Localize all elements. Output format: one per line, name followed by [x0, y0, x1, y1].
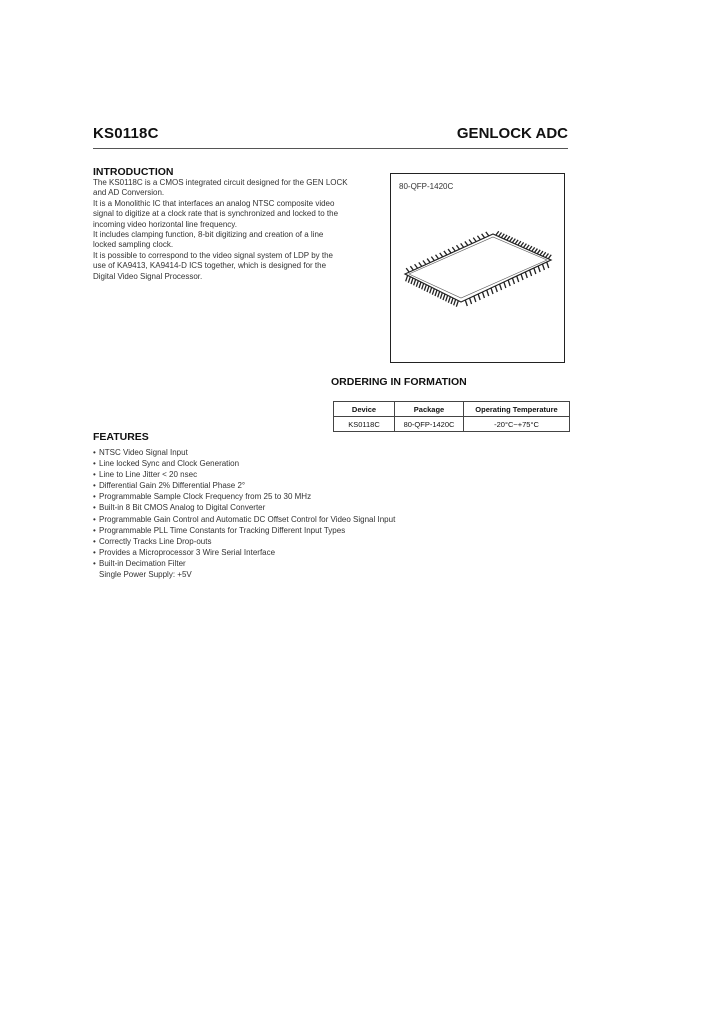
chip-pin [474, 296, 476, 302]
introduction-heading: INTRODUCTION [93, 166, 174, 178]
chip-pin [534, 249, 537, 253]
feature-text: NTSC Video Signal Input [99, 448, 188, 457]
chip-pin [482, 292, 484, 298]
feature-text: Differential Gain 2% Differential Phase 2° [99, 481, 246, 491]
chip-pin [446, 295, 448, 301]
chip-pin [432, 289, 434, 295]
chip-pin [486, 232, 489, 236]
table-row [334, 417, 570, 432]
chip-pin [495, 286, 497, 292]
chip-pin [482, 234, 485, 238]
chip-pin [521, 274, 523, 280]
cell-device: KS0118C [334, 417, 395, 432]
qfp-chip-illustration [401, 222, 556, 332]
chip-pin [529, 246, 532, 250]
column-header-package: Package [395, 402, 464, 417]
chip-pin [454, 299, 456, 305]
list-item [93, 547, 423, 558]
chip-pin [416, 281, 418, 287]
list-item [93, 514, 423, 525]
chip-pin [499, 232, 502, 236]
chip-pin [530, 270, 532, 276]
chip-pin [452, 247, 455, 251]
chip-pin [427, 286, 429, 292]
chip-pin [423, 260, 426, 264]
chip-pin [517, 276, 519, 282]
chip-pin [512, 239, 515, 243]
chip-pin [419, 282, 421, 288]
chip-pin [436, 255, 439, 259]
list-item [93, 502, 423, 513]
chip-pin [526, 245, 529, 249]
feature-text: Correctly Tracks Line Drop-outs [99, 536, 212, 546]
chip-pin [507, 236, 510, 240]
chip-pin [501, 234, 504, 238]
list-item-extra [93, 569, 423, 580]
chip-pin [465, 300, 467, 306]
bullet-icon: • [93, 525, 96, 535]
chip-pin [515, 240, 518, 244]
chip-pin [504, 235, 507, 239]
chip-pin [419, 262, 422, 266]
list-item [93, 491, 423, 502]
ordering-heading: ORDERING IN FORMATION [331, 376, 467, 388]
list-item [93, 536, 423, 547]
features-heading: FEATURES [93, 431, 149, 443]
chip-pin [548, 255, 551, 259]
page-title: GENLOCK ADC [456, 125, 568, 142]
intro-paragraph: It is a Monolithic IC that interfaces an analog NTSC composite video signal to digitize at a clock rate that is synchronized and locked to the incoming video horizontal line frequency. [93, 198, 339, 229]
bullet-icon: • [93, 536, 96, 546]
chip-pin [414, 279, 416, 285]
feature-text: Provides a Microprocessor 3 Wire Serial Interface [99, 547, 276, 557]
chip-pin [532, 247, 535, 251]
chip-pin [456, 245, 459, 249]
chip-pin [448, 249, 451, 253]
chip-pin [456, 301, 458, 307]
chip-pin [512, 278, 514, 284]
feature-text: Line locked Sync and Clock Generation [99, 459, 240, 469]
chip-pin [438, 291, 440, 297]
chip-pin [537, 250, 540, 254]
chip-pin [496, 231, 499, 235]
chip-pin [504, 282, 506, 288]
chip-pin [523, 244, 526, 248]
chip-pin [406, 268, 409, 272]
chip-pin [543, 252, 546, 256]
bullet-icon: • [93, 481, 96, 491]
list-item [93, 458, 423, 469]
chip-pin [408, 277, 410, 283]
chip-pin [444, 251, 447, 255]
feature-text: Programmable PLL Time Constants for Tracking Different Input Types [99, 525, 346, 535]
package-label: 80-QFP-1420C [399, 182, 454, 191]
chip-pin [443, 294, 445, 300]
feature-text: Built-in Decimation Filter [99, 558, 186, 568]
intro-paragraph: It includes clamping function, 8-bit digitizing and creation of a line locked sampling clock. [93, 230, 324, 250]
chip-pin [470, 298, 472, 304]
list-item [93, 480, 423, 491]
chip-pin [469, 240, 472, 244]
chip-pin [477, 236, 480, 240]
chip-pin [406, 275, 408, 281]
chip-pin [510, 237, 513, 241]
list-item [93, 558, 423, 569]
part-number: KS0118C [93, 125, 159, 142]
list-item [93, 469, 423, 480]
intro-paragraph: It is possible to correspond to the video signal system of LDP by the use of KA9413, KA9414-D ICS together, which is designed for the Digital Video Signal Processor. [93, 250, 333, 281]
feature-text: Programmable Sample Clock Frequency from 25 to 30 MHz [99, 492, 312, 502]
column-header-temperature: Operating Temperature [464, 402, 570, 417]
header-divider [93, 148, 568, 149]
chip-pin [547, 262, 549, 268]
bullet-icon: • [93, 470, 96, 480]
chip-pin [440, 253, 443, 257]
introduction-text [93, 178, 348, 282]
chip-pin [491, 288, 493, 294]
chip-pin [542, 264, 544, 270]
chip-pin [538, 266, 540, 272]
chip-pin [534, 268, 536, 274]
package-figure [390, 173, 565, 363]
bullet-icon: • [93, 448, 96, 457]
chip-pin [508, 280, 510, 286]
chip-pin [411, 278, 413, 284]
column-header-device: Device [334, 402, 395, 417]
chip-pin [487, 290, 489, 296]
bullet-icon: • [93, 459, 96, 469]
features-list [93, 447, 423, 580]
cell-package: 80-QFP-1420C [395, 417, 464, 432]
chip-pin [422, 283, 424, 289]
list-item [93, 447, 423, 458]
chip-pin [427, 259, 430, 263]
bullet-icon: • [93, 547, 96, 557]
chip-pin [440, 293, 442, 299]
chip-pin [435, 290, 437, 296]
cell-temperature: -20°C~+75°C [464, 417, 570, 432]
chip-pin [525, 272, 527, 278]
bullet-icon: • [93, 492, 96, 502]
chip-pin [448, 297, 450, 303]
feature-text: Single Power Supply: +5V [99, 570, 192, 580]
feature-text: Built-in 8 Bit CMOS Analog to Digital Converter [99, 503, 266, 513]
intro-paragraph: The KS0118C is a CMOS integrated circuit designed for the GEN LOCK and AD Conversion. [93, 178, 348, 198]
list-item [93, 525, 423, 536]
chip-pin [451, 298, 453, 304]
feature-text: Programmable Gain Control and Automatic DC Offset Control for Video Signal Input [99, 514, 396, 524]
feature-text: Line to Line Jitter < 20 nsec [99, 470, 198, 480]
chip-pin [500, 284, 502, 290]
bullet-icon: • [93, 514, 96, 524]
bullet-icon: • [93, 503, 96, 513]
chip-pin [424, 285, 426, 291]
chip-pin [545, 254, 548, 258]
chip-pin [518, 241, 521, 245]
chip-pin [410, 266, 413, 270]
chip-pin [430, 287, 432, 293]
chip-pin [431, 257, 434, 261]
chip-pin [473, 238, 476, 242]
chip-pin [521, 242, 524, 246]
ordering-header-row [334, 402, 570, 417]
chip-pin [465, 241, 468, 245]
bullet-icon: • [93, 558, 96, 568]
ordering-table [333, 401, 570, 432]
chip-pin [461, 243, 464, 247]
chip-pin [415, 264, 418, 268]
chip-pin [540, 251, 543, 255]
chip-pin [478, 294, 480, 300]
